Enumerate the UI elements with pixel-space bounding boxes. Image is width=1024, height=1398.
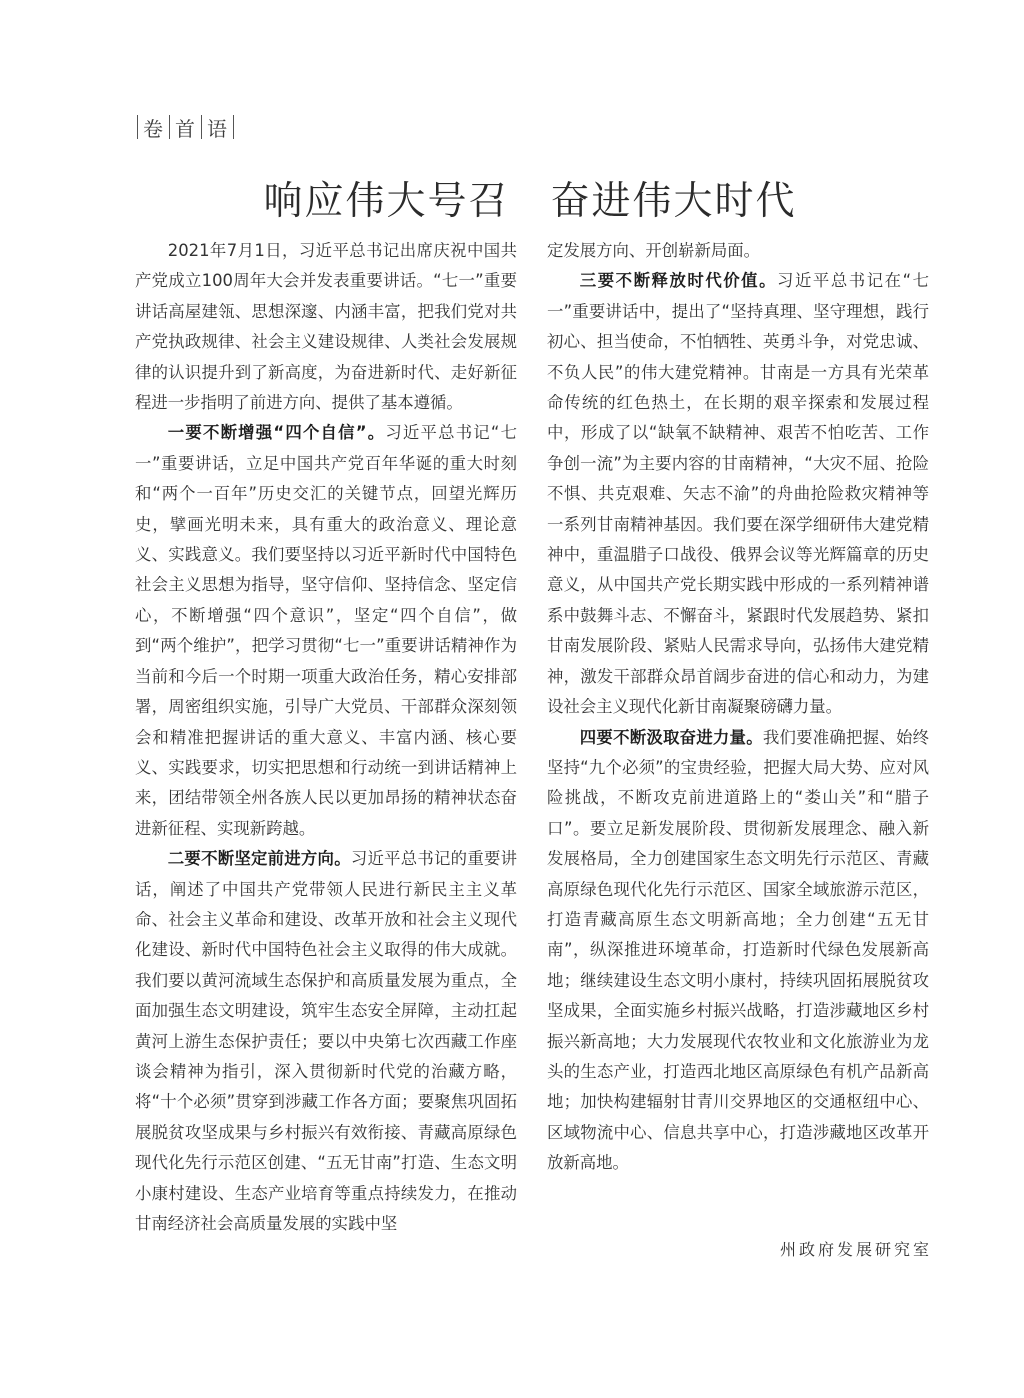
intro-paragraph: 2021年7月1日，习近平总书记出席庆祝中国共产党成立100周年大会并发表重要讲话。“七一”重要讲话高屋建瓴、思想深邃、内涵丰富，把我们党对共产党执政规律、社会主义建设规律、人类社会发展规律的认识提升到了新高度，为奋进新时代、走好新征程进一步指明了前进方向、提供了基本遵循。 (135, 241, 517, 413)
left-column (135, 236, 517, 1239)
paragraph-body: 习近平总书记在“七一”重要讲话中，提出了“坚持真理、坚守理想，践行初心、担当使命，不怕牺牲、英勇斗争，对党忠诚、不负人民”的伟大建党精神。甘南是一方具有光荣革命传统的红色热土，在长期的艰辛探索和发展过程中，形成了以“缺氧不缺精神、艰苦不怕吃苦、工作争创一流”为主要内容的甘南精神，“大灾不屈、抢险不惧、共克艰难、矢志不渝”的舟曲抢险救灾精神等一系列甘南精神基因。我们要在深学细研伟大建党精神中，重温腊子口战役、俄界会议等光辉篇章的历史意义，从中国共产党长期实践中形成的一系列精神谱系中鼓舞斗志、不懈奋斗，紧跟时代发展趋势、紧扣甘南发展阶段、紧贴人民需求导向，弘扬伟大建党精神，激发干部群众昂首阔步奋进的信心和动力，为建设社会主义现代化新甘南凝聚磅礴力量。 (547, 271, 929, 717)
paragraph-heading: 一要不断增强“四个自信”。 (167, 423, 386, 443)
divider (137, 115, 138, 139)
section-tag-char: 卷 (143, 116, 164, 141)
divider (201, 115, 202, 139)
paragraph-4 (547, 723, 929, 1179)
signature: 州政府发展研究室 (780, 1240, 933, 1259)
page-title: 响应伟大号召 奋进伟大时代 (263, 179, 797, 224)
section-tag-char: 首 (175, 116, 196, 141)
paragraph-heading: 三要不断释放时代价值。 (579, 271, 778, 291)
continued-paragraph: 定发展方向、开创崭新局面。 (547, 241, 761, 260)
paragraph-body: 我们要准确把握、始终坚持“九个必须”的宝贵经验，把握大局大势、应对风险挑战，不断攻克前进道路上的“娄山关”和“腊子口”。要立足新发展阶段、贯彻新发展理念、融入新发展格局，全力创建国家生态文明先行示范区、青藏高原绿色现代化先行示范区、国家全域旅游示范区，打造青藏高原生态文明新高地；全力创建“五无甘南”，纵深推进环境革命，打造新时代绿色发展新高地；继续建设生态文明小康村，持续巩固拓展脱贫攻坚成果，全面实施乡村振兴战略，打造涉藏地区乡村振兴新高地；大力发展现代农牧业和文化旅游业为龙头的生态产业，打造西北地区高原绿色有机产品新高地；加快构建辐射甘青川交界地区的交通枢纽中心、区域物流中心、信息共享中心，打造涉藏地区改革开放新高地。 (547, 727, 929, 1173)
divider (169, 115, 170, 139)
section-tag-char: 语 (207, 116, 228, 141)
paragraph-heading: 二要不断坚定前进方向。 (167, 849, 351, 869)
paragraph-heading: 四要不断汲取奋进力量。 (579, 727, 763, 747)
paragraph-1 (135, 418, 517, 844)
paragraph-3 (547, 266, 929, 722)
right-column (547, 236, 929, 1179)
paragraph-body: 习近平总书记“七一”重要讲话，立足中国共产党百年华诞的重大时刻和“两个一百年”历史交汇的关键节点，回望光辉历史，擘画光明未来，具有重大的政治意义、理论意义、实践意义。我们要坚持以习近平新时代中国特色社会主义思想为指导，坚守信仰、坚持信念、坚定信心，不断增强“四个意识”，坚定“四个自信”，做到“两个维护”，把学习贯彻“七一”重要讲话精神作为当前和今后一个时期一项重大政治任务，精心安排部署，周密组织实施，引导广大党员、干部群众深刻领会和精准把握讲话的重大意义、丰富内涵、核心要义、实践要求，切实把思想和行动统一到讲话精神上来，团结带领全州各族人民以更加昂扬的精神状态奋进新征程、实现新跨越。 (135, 423, 517, 838)
section-tag (132, 112, 239, 142)
paragraph-2 (135, 844, 517, 1239)
divider (233, 115, 234, 139)
paragraph-body: 习近平总书记的重要讲话，阐述了中国共产党带领人民进行新民主主义革命、社会主义革命和建设、改革开放和社会主义现代化建设、新时代中国特色社会主义取得的伟大成就。我们要以黄河流域生态保护和高质量发展为重点，全面加强生态文明建设，筑牢生态安全屏障，主动扛起黄河上游生态保护责任；要以中央第七次西藏工作座谈会精神为指引，深入贯彻新时代党的治藏方略，将“十个必须”贯穿到涉藏工作各方面；要聚焦巩固拓展脱贫攻坚成果与乡村振兴有效衔接、青藏高原绿色现代化先行示范区创建、“五无甘南”打造、生态文明小康村建设、生态产业培育等重点持续发力，在推动甘南经济社会高质量发展的实践中坚 (135, 849, 517, 1233)
